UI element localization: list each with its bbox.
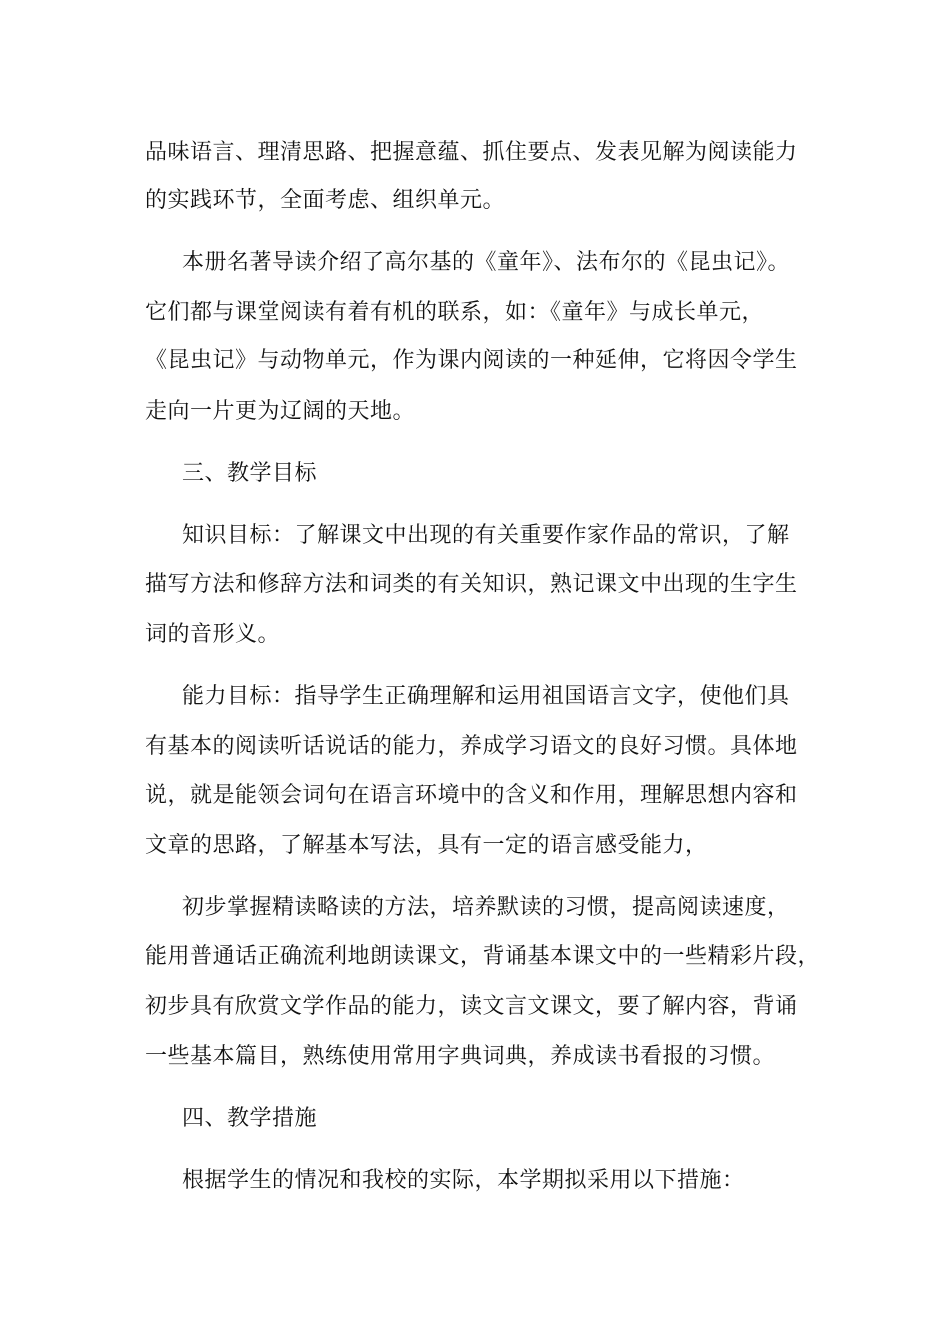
text-line-14: 文章的思路，了解基本写法，具有一定的语言感受能力， — [145, 833, 708, 858]
text-line-10: 词的音形义。 — [145, 622, 281, 647]
text-line-17: 初步具有欣赏文学作品的能力，读文言文课文，要了解内容，背诵 — [145, 994, 798, 1019]
section-heading-objectives: 三、教学目标 — [182, 461, 318, 486]
text-line-9: 描写方法和修辞方法和词类的有关知识，熟记课文中出现的生字生 — [145, 572, 798, 597]
text-line-5: 《昆虫记》与动物单元，作为课内阅读的一种延伸，它将因令学生 — [145, 348, 798, 373]
text-line-1: 品味语言、理清思路、把握意蕴、抓住要点、发表见解为阅读能力 — [145, 140, 798, 165]
text-line-2: 的实践环节，全面考虑、组织单元。 — [145, 188, 506, 213]
text-line-18: 一些基本篇目，熟练使用常用字典词典，养成读书看报的习惯。 — [145, 1044, 776, 1069]
text-line-6: 走向一片更为辽阔的天地。 — [145, 399, 416, 424]
text-line-12: 有基本的阅读听话说话的能力，养成学习语文的良好习惯。具体地 — [145, 734, 798, 759]
text-line-4: 它们都与课堂阅读有着有机的联系，如：《童年》与成长单元， — [145, 300, 765, 325]
text-line-16: 能用普通话正确流利地朗读课文，背诵基本课文中的一些精彩片段， — [145, 944, 821, 969]
section-heading-measures: 四、教学措施 — [182, 1106, 318, 1131]
text-line-8: 知识目标：了解课文中出现的有关重要作家作品的常识，了解 — [182, 523, 790, 548]
text-line-20: 根据学生的情况和我校的实际，本学期拟采用以下措施： — [182, 1168, 745, 1193]
text-line-11: 能力目标：指导学生正确理解和运用祖国语言文字，使他们具 — [182, 684, 790, 709]
text-line-15: 初步掌握精读略读的方法，培养默读的习惯，提高阅读速度， — [182, 895, 790, 920]
text-line-3: 本册名著导读介绍了高尔基的《童年》、法布尔的《昆虫记》。 — [182, 250, 791, 275]
text-line-13: 说，就是能领会词句在语言环境中的含义和作用，理解思想内容和 — [145, 783, 798, 808]
